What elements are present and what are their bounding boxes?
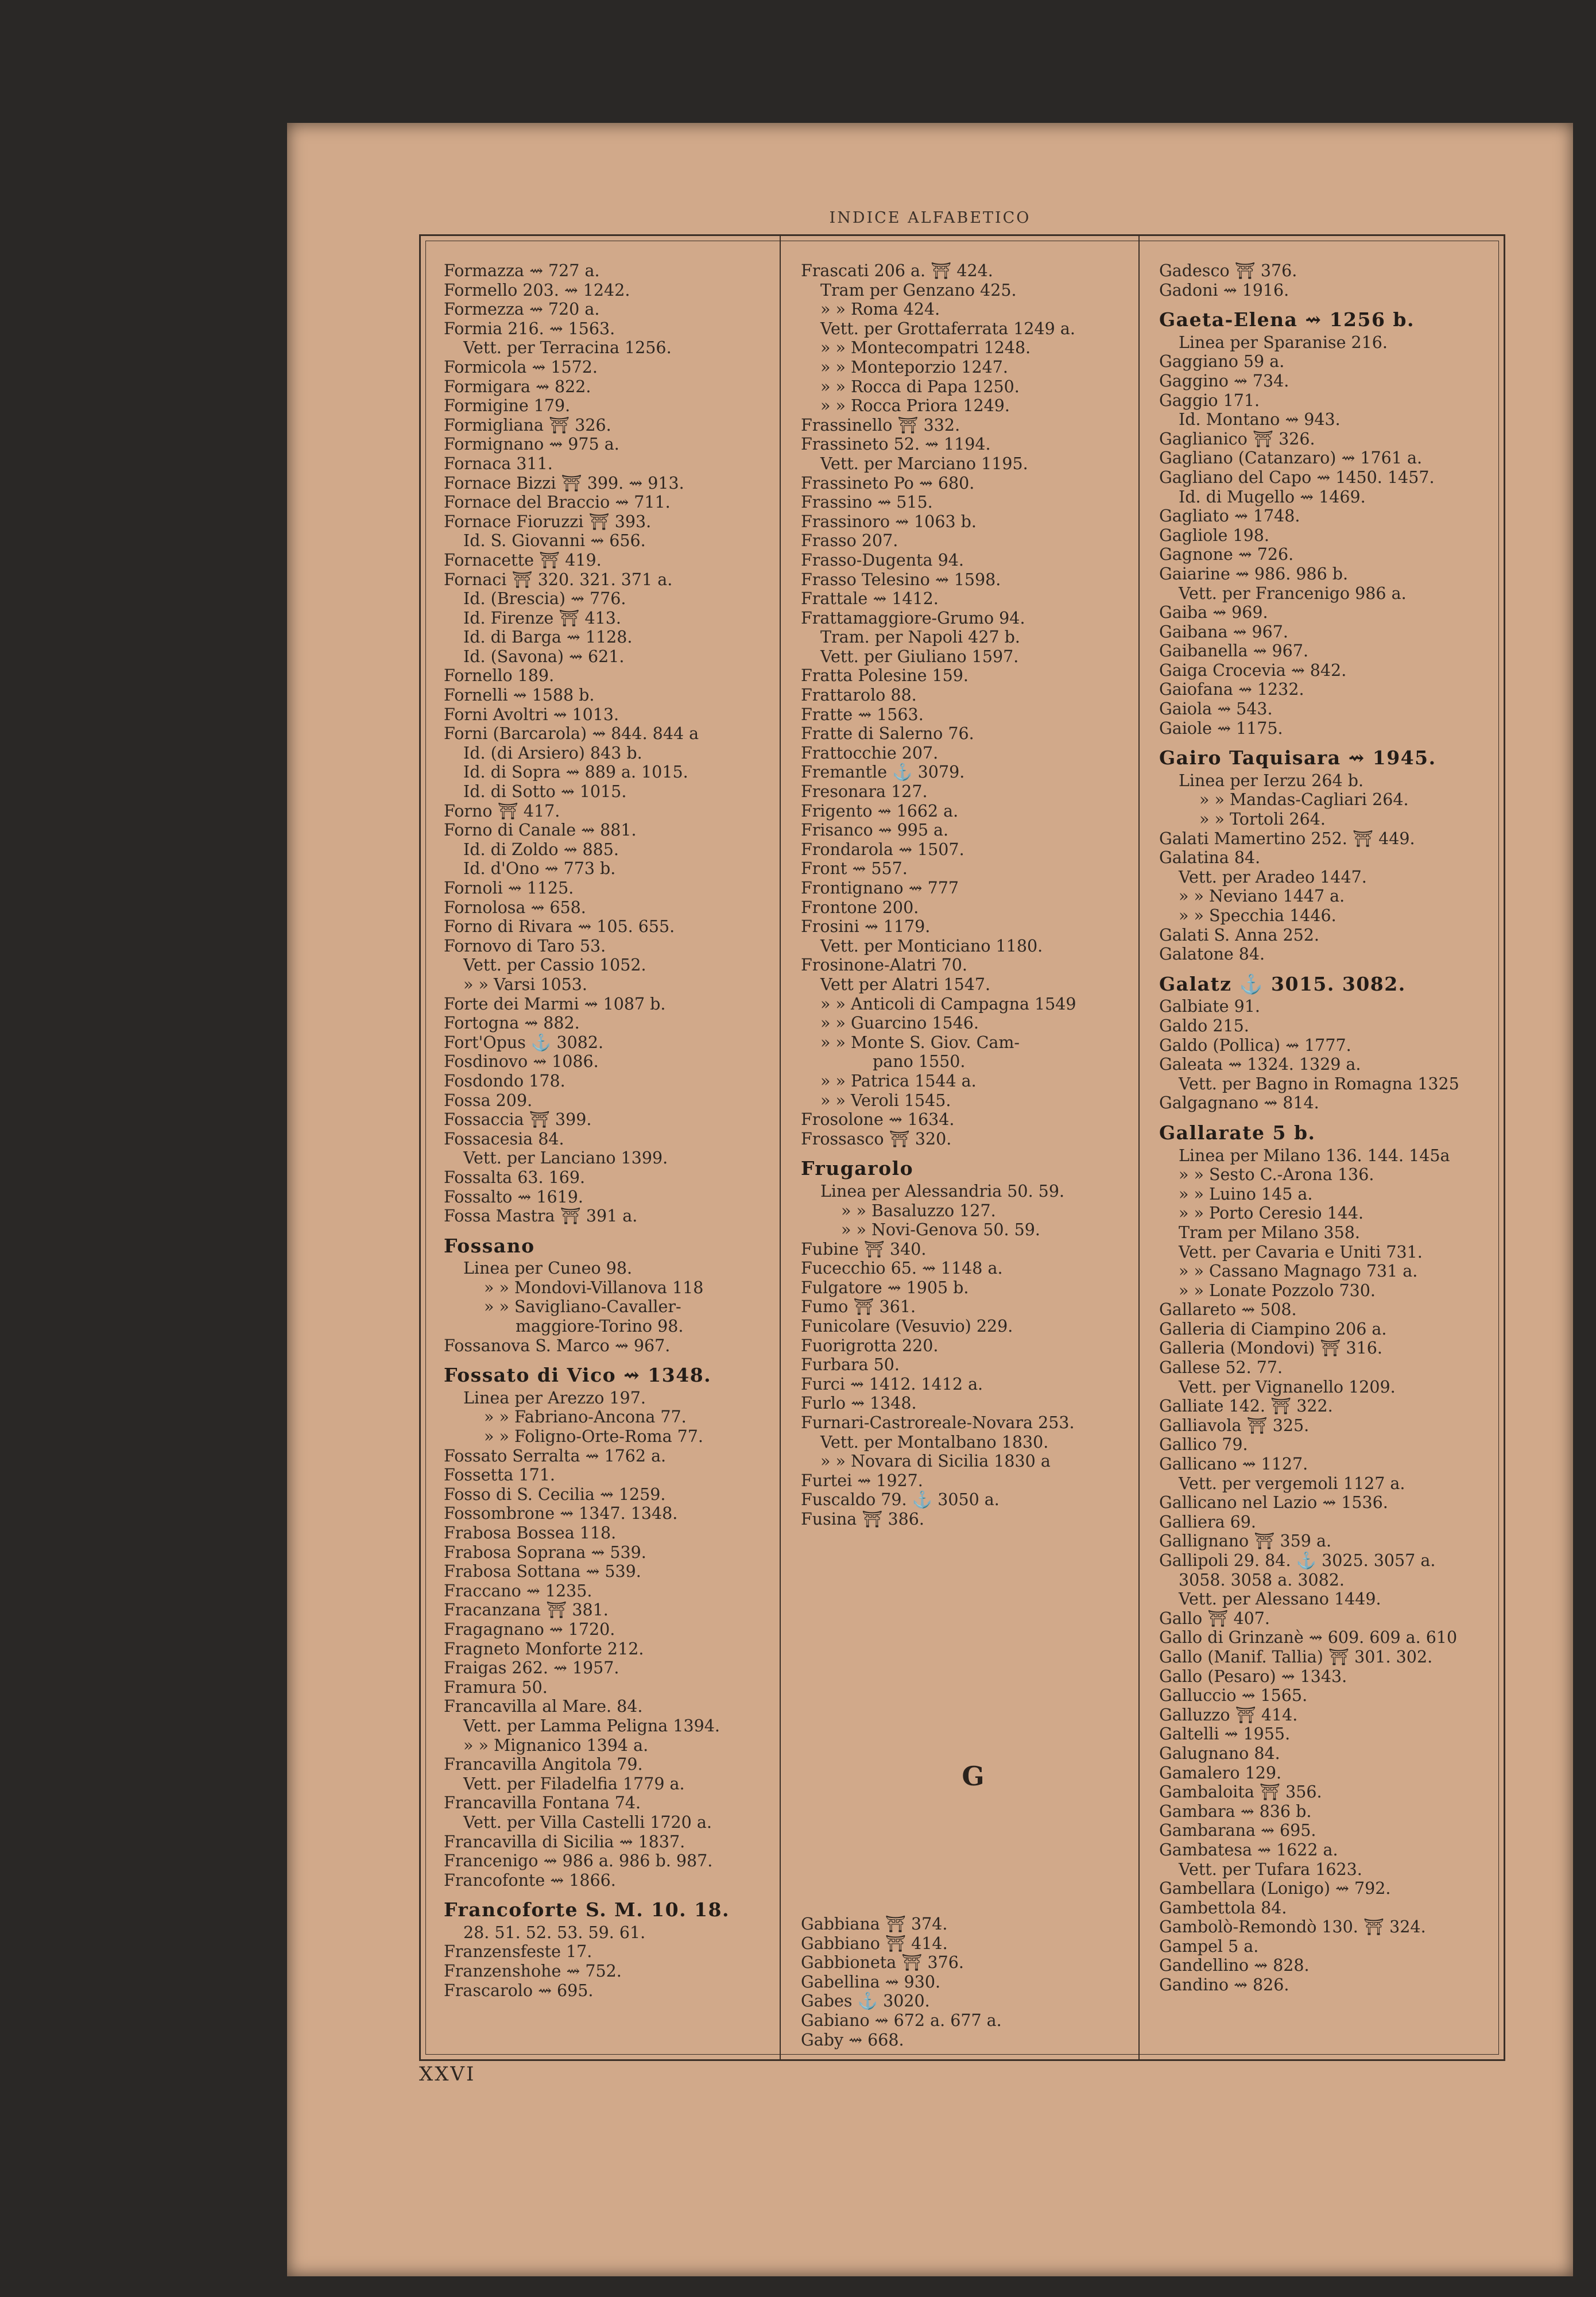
index-column-3 xyxy=(1159,261,1504,1995)
index-entry: maggiore-Torino 98. xyxy=(516,1317,684,1336)
index-entry: Galleria di Ciampino 206 a. xyxy=(1159,1319,1387,1339)
index-column-2 xyxy=(801,261,1145,1529)
index-entry: Id. di Sotto ⇝ 1015. xyxy=(463,782,627,802)
index-entry: Fragagnano ⇝ 1720. xyxy=(444,1619,615,1639)
index-entry: Gagliole 198. xyxy=(1159,525,1269,545)
index-entry: Gambolò-Remondò 130. ⛩ 324. xyxy=(1159,1917,1426,1937)
index-entry: Gaiofana ⇝ 1232. xyxy=(1159,680,1304,699)
index-entry: Id. di Zoldo ⇝ 885. xyxy=(463,840,619,859)
index-entry: Fornaci ⛩ 320. 321. 371 a. xyxy=(444,570,673,589)
index-entry: Furnari-Castroreale-Novara 253. xyxy=(801,1413,1075,1433)
index-entry: Galluzzo ⛩ 414. xyxy=(1159,1705,1298,1724)
index-entry: Gaby ⇝ 668. xyxy=(801,2030,904,2049)
index-entry: Fosso di S. Cecilia ⇝ 1259. xyxy=(444,1484,666,1504)
index-entry: Linea per Sparanise 216. xyxy=(1179,332,1388,352)
index-entry: Vett. per Monticiano 1180. xyxy=(820,936,1043,956)
index-entry: Gambellara (Lonigo) ⇝ 792. xyxy=(1159,1879,1391,1898)
index-entry: Gampel 5 a. xyxy=(1159,1936,1259,1956)
index-entry: Gallo ⛩ 407. xyxy=(1159,1608,1270,1628)
index-entry: Forno di Canale ⇝ 881. xyxy=(444,821,637,840)
index-entry: Frassinello ⛩ 332. xyxy=(801,415,960,435)
index-entry: Fortogna ⇝ 882. xyxy=(444,1014,580,1033)
index-entry: Formigara ⇝ 822. xyxy=(444,377,591,396)
index-entry: Funicolare (Vesuvio) 229. xyxy=(801,1317,1013,1336)
index-entry: Id. S. Giovanni ⇝ 656. xyxy=(463,531,646,551)
index-heading: Fossato di Vico ⇝ 1348. xyxy=(444,1364,712,1387)
index-entry: Frassinoro ⇝ 1063 b. xyxy=(801,512,977,531)
index-entry: » » Basaluzzo 127. xyxy=(841,1201,996,1220)
index-entry: Fossanova S. Marco ⇝ 967. xyxy=(444,1336,671,1355)
index-entry: Galluccio ⇝ 1565. xyxy=(1159,1686,1308,1706)
index-entry: Linea per Cuneo 98. xyxy=(463,1259,633,1278)
index-entry: Fuorigrotta 220. xyxy=(801,1336,939,1355)
index-entry: 3058. 3058 a. 3082. xyxy=(1179,1570,1345,1590)
index-entry: Frasso-Dugenta 94. xyxy=(801,550,964,570)
index-entry: Gallicano nel Lazio ⇝ 1536. xyxy=(1159,1493,1388,1513)
index-entry: Gaiga Crocevia ⇝ 842. xyxy=(1159,660,1347,680)
index-entry: Frascati 206 a. ⛩ 424. xyxy=(801,261,993,280)
index-entry: Francavilla Fontana 74. xyxy=(444,1793,641,1813)
index-entry: Frabosa Bossea 118. xyxy=(444,1523,617,1542)
index-entry: Fumo ⛩ 361. xyxy=(801,1297,916,1317)
index-entry: Vett. per Lamma Peligna 1394. xyxy=(463,1716,720,1735)
index-entry: Fornaca 311. xyxy=(444,454,553,473)
index-entry: » » Monteporzio 1247. xyxy=(820,357,1008,377)
index-entry: Gaiola ⇝ 543. xyxy=(1159,699,1273,719)
index-entry: Vett. per Grottaferrata 1249 a. xyxy=(820,319,1075,338)
index-entry: » » Rocca di Papa 1250. xyxy=(820,377,1020,396)
index-entry: » » Novara di Sicilia 1830 a xyxy=(820,1452,1051,1471)
index-entry: Galleria (Mondovi) ⛩ 316. xyxy=(1159,1339,1382,1358)
index-entry: Vett. per Francenigo 986 a. xyxy=(1179,583,1407,603)
index-entry: » » Specchia 1446. xyxy=(1179,906,1337,925)
index-entry: Fossacesia 84. xyxy=(444,1129,564,1148)
index-entry: Gallignano ⛩ 359 a. xyxy=(1159,1532,1332,1551)
index-entry: Vett. per Marciano 1195. xyxy=(820,454,1028,473)
index-entry: Fornacette ⛩ 419. xyxy=(444,550,602,570)
index-entry: Francavilla Angitola 79. xyxy=(444,1755,643,1774)
index-entry: Fossa 209. xyxy=(444,1091,533,1110)
index-entry: Vett. per Vignanello 1209. xyxy=(1179,1377,1396,1397)
index-heading: Francoforte S. M. 10. 18. xyxy=(444,1898,730,1921)
index-entry: Linea per Milano 136. 144. 145a xyxy=(1179,1146,1450,1165)
index-entry: Fornace del Braccio ⇝ 711. xyxy=(444,493,671,512)
index-entry: Frattocchie 207. xyxy=(801,743,939,763)
index-entry: » » Monte S. Giov. Cam- xyxy=(820,1033,1020,1052)
index-entry: Gambarana ⇝ 695. xyxy=(1159,1821,1316,1840)
index-entry: » » Foligno-Orte-Roma 77. xyxy=(484,1427,703,1447)
index-entry: Gallipoli 29. 84. ⚓ 3025. 3057 a. xyxy=(1159,1551,1436,1570)
index-entry: Fosdinovo ⇝ 1086. xyxy=(444,1052,599,1072)
index-heading: Frugarolo xyxy=(801,1157,914,1180)
index-entry: Frascarolo ⇝ 695. xyxy=(444,1981,594,2000)
index-entry: Francavilla al Mare. 84. xyxy=(444,1697,643,1716)
index-entry: Vett. per Villa Castelli 1720 a. xyxy=(463,1812,712,1832)
index-entry: Gaiba ⇝ 969. xyxy=(1159,603,1268,622)
index-entry: Fornoli ⇝ 1125. xyxy=(444,879,574,898)
section-letter: G xyxy=(962,1761,985,1792)
index-entry: 28. 51. 52. 53. 59. 61. xyxy=(463,1923,646,1942)
index-entry: » » Rocca Priora 1249. xyxy=(820,396,1010,416)
index-entry: Gaibanella ⇝ 967. xyxy=(1159,641,1309,661)
index-entry: Gadoni ⇝ 1916. xyxy=(1159,280,1289,300)
index-entry: Gabbiana ⛩ 374. xyxy=(801,1915,948,1933)
index-entry: Gaglianico ⛩ 326. xyxy=(1159,429,1315,448)
index-entry: Linea per Ierzu 264 b. xyxy=(1179,771,1364,790)
index-entry: Fornace Fioruzzi ⛩ 393. xyxy=(444,512,652,531)
index-entry: Id. di Barga ⇝ 1128. xyxy=(463,628,633,647)
index-entry: Frassineto Po ⇝ 680. xyxy=(801,473,975,493)
index-entry: Frisanco ⇝ 995 a. xyxy=(801,821,949,840)
index-entry: Fresonara 127. xyxy=(801,782,928,802)
index-entry: Frosini ⇝ 1179. xyxy=(801,917,931,937)
index-entry: Galliera 69. xyxy=(1159,1512,1256,1532)
index-entry: Frondarola ⇝ 1507. xyxy=(801,840,964,859)
index-entry: » » Anticoli di Campagna 1549 xyxy=(820,994,1076,1014)
index-entry: Vett. per Tufara 1623. xyxy=(1179,1859,1362,1879)
index-entry: Frabosa Sottana ⇝ 539. xyxy=(444,1562,641,1581)
index-entry: Formigliana ⛩ 326. xyxy=(444,415,611,435)
index-entry: Gandellino ⇝ 828. xyxy=(1159,1956,1310,1975)
index-entry: Fornovo di Taro 53. xyxy=(444,936,606,956)
index-entry: Frassino ⇝ 515. xyxy=(801,493,933,512)
page-header: INDICE ALFABETICO xyxy=(829,209,1031,227)
index-entry: Id. (Brescia) ⇝ 776. xyxy=(463,589,626,609)
index-entry: Formigine 179. xyxy=(444,396,571,416)
index-entry: Galliavola ⛩ 325. xyxy=(1159,1416,1310,1435)
index-entry: Gaibana ⇝ 967. xyxy=(1159,622,1288,641)
index-entry: Furbara 50. xyxy=(801,1355,900,1375)
index-entry: Gaiarine ⇝ 986. 986 b. xyxy=(1159,564,1349,583)
index-entry: Forno ⛩ 417. xyxy=(444,801,560,821)
index-entry: » » Tortoli 264. xyxy=(1199,810,1326,829)
index-entry: Tram per Milano 358. xyxy=(1179,1223,1360,1242)
index-frame xyxy=(419,234,1505,2061)
index-entry: Vett. per Alessano 1449. xyxy=(1179,1590,1381,1609)
index-entry: » » Roma 424. xyxy=(820,300,940,319)
index-entry: Gabbioneta ⛩ 376. xyxy=(801,1953,964,1973)
index-entry: Gallico 79. xyxy=(1159,1435,1248,1455)
index-heading: Fossano xyxy=(444,1234,535,1257)
index-heading: Gaeta-Elena ⇝ 1256 b. xyxy=(1159,308,1415,331)
index-entry: Framura 50. xyxy=(444,1677,548,1697)
page xyxy=(287,123,1573,2276)
index-entry: Formello 203. ⇝ 1242. xyxy=(444,280,630,300)
index-entry: » » Luino 145 a. xyxy=(1179,1184,1313,1204)
index-entry: Francenigo ⇝ 986 a. 986 b. 987. xyxy=(444,1851,713,1871)
index-entry: Gagliato ⇝ 1748. xyxy=(1159,506,1300,526)
index-entry: Galliate 142. ⛩ 322. xyxy=(1159,1397,1333,1416)
index-entry: Fremantle ⚓ 3079. xyxy=(801,763,965,782)
index-entry: Linea per Arezzo 197. xyxy=(463,1388,646,1407)
index-entry: Fossetta 171. xyxy=(444,1465,555,1485)
index-entry: » » Novi-Genova 50. 59. xyxy=(841,1220,1040,1240)
index-entry: Galgagnano ⇝ 814. xyxy=(1159,1093,1319,1113)
index-entry: Gaggio 171. xyxy=(1159,390,1260,410)
index-entry: Formezza ⇝ 720 a. xyxy=(444,300,600,319)
index-entry: » » Montecompatri 1248. xyxy=(820,338,1031,358)
index-entry: Frabosa Soprana ⇝ 539. xyxy=(444,1542,646,1562)
index-entry: Gagliano (Catanzaro) ⇝ 1761 a. xyxy=(1159,448,1423,468)
index-entry: Fossaccia ⛩ 399. xyxy=(444,1110,592,1130)
index-entry: Fratta Polesine 159. xyxy=(801,666,969,686)
index-entry: Id. Montano ⇝ 943. xyxy=(1179,410,1341,430)
index-entry: Fornace Bizzi ⛩ 399. ⇝ 913. xyxy=(444,473,684,493)
index-entry: » » Mignanico 1394 a. xyxy=(463,1735,649,1755)
index-entry: Tram per Genzano 425. xyxy=(820,280,1017,300)
index-entry: Gabiano ⇝ 672 a. 677 a. xyxy=(801,2010,1002,2030)
index-entry: pano 1550. xyxy=(873,1052,966,1072)
index-entry: Fulgatore ⇝ 1905 b. xyxy=(801,1278,969,1297)
page-number: XXVI xyxy=(419,2063,476,2086)
index-entry: » » Guarcino 1546. xyxy=(820,1014,979,1033)
index-entry: Galati S. Anna 252. xyxy=(1159,925,1319,945)
index-entry: Fossa Mastra ⛩ 391 a. xyxy=(444,1206,638,1226)
index-entry: Vett. per Giuliano 1597. xyxy=(820,647,1019,666)
index-entry: Vett. per Cassio 1052. xyxy=(463,956,646,975)
index-entry: Furlo ⇝ 1348. xyxy=(801,1394,917,1413)
index-entry: Galatina 84. xyxy=(1159,848,1261,868)
index-entry: Formicola ⇝ 1572. xyxy=(444,357,598,377)
index-entry: Gabellina ⇝ 930. xyxy=(801,1972,941,1991)
index-entry: Fossalta 63. 169. xyxy=(444,1167,586,1187)
index-entry: Gaiole ⇝ 1175. xyxy=(1159,718,1283,738)
index-entry: Front ⇝ 557. xyxy=(801,859,908,879)
index-entry: Vett. per Terracina 1256. xyxy=(463,338,672,358)
index-entry: Fossato Serralta ⇝ 1762 a. xyxy=(444,1446,667,1465)
index-entry: Fraigas 262. ⇝ 1957. xyxy=(444,1658,619,1678)
index-entry: Gabbiano ⛩ 414. xyxy=(801,1933,948,1953)
index-entry: Frasso Telesino ⇝ 1598. xyxy=(801,570,1001,589)
index-entry: Gambaloita ⛩ 356. xyxy=(1159,1782,1322,1802)
index-entry: Fosdondo 178. xyxy=(444,1071,565,1091)
index-entry: Gallo (Pesaro) ⇝ 1343. xyxy=(1159,1666,1347,1686)
index-entry: Vett. per Cavaria e Uniti 731. xyxy=(1179,1242,1423,1262)
index-entry: Vett per Alatri 1547. xyxy=(820,975,991,994)
index-entry: Fossalto ⇝ 1619. xyxy=(444,1187,583,1206)
index-entry: » » Neviano 1447 a. xyxy=(1179,887,1345,906)
index-entry: Forte dei Marmi ⇝ 1087 b. xyxy=(444,994,666,1014)
index-entry: » » Varsi 1053. xyxy=(463,975,587,994)
index-entry: Gallicano ⇝ 1127. xyxy=(1159,1455,1308,1474)
index-entry: » » Cassano Magnago 731 a. xyxy=(1179,1262,1418,1281)
index-entry: Tram. per Napoli 427 b. xyxy=(820,628,1020,647)
index-entry: » » Sesto C.-Arona 136. xyxy=(1179,1165,1374,1185)
index-entry: Galtelli ⇝ 1955. xyxy=(1159,1724,1291,1744)
index-entry: Gaggiano 59 a. xyxy=(1159,352,1285,372)
index-entry: Gabes ⚓ 3020. xyxy=(801,1991,930,2011)
index-entry: Franzenshohe ⇝ 752. xyxy=(444,1962,622,1981)
index-entry: Francofonte ⇝ 1866. xyxy=(444,1870,616,1890)
index-entry: » » Lonate Pozzolo 730. xyxy=(1179,1281,1376,1300)
index-entry: Id. d'Ono ⇝ 773 b. xyxy=(463,859,616,879)
index-entry: Galdo 215. xyxy=(1159,1016,1249,1035)
index-heading: Gallarate 5 b. xyxy=(1159,1121,1316,1144)
index-entry: Gagnone ⇝ 726. xyxy=(1159,545,1294,564)
index-entry: Gaggino ⇝ 734. xyxy=(1159,371,1289,390)
index-entry: Fossombrone ⇝ 1347. 1348. xyxy=(444,1504,678,1523)
index-entry: » » Savigliano-Cavaller- xyxy=(484,1297,681,1317)
index-entry: Fracanzana ⛩ 381. xyxy=(444,1600,609,1620)
index-entry: Gambatesa ⇝ 1622 a. xyxy=(1159,1840,1338,1859)
index-entry: Francavilla di Sicilia ⇝ 1837. xyxy=(444,1832,685,1851)
index-entry: Galbiate 91. xyxy=(1159,997,1260,1016)
index-entry: Fornelli ⇝ 1588 b. xyxy=(444,686,595,705)
index-entry: Gambettola 84. xyxy=(1159,1898,1287,1917)
index-entry: Galati Mamertino 252. ⛩ 449. xyxy=(1159,829,1415,848)
index-entry: Frossasco ⛩ 320. xyxy=(801,1129,952,1148)
index-entry: Vett. per Bagno in Romagna 1325 xyxy=(1179,1074,1459,1093)
index-entry: Gamalero 129. xyxy=(1159,1763,1282,1782)
index-entry: Franzensfeste 17. xyxy=(444,1942,592,1962)
index-entry: » » Veroli 1545. xyxy=(820,1091,951,1110)
index-entry: Gadesco ⛩ 376. xyxy=(1159,261,1297,280)
index-entry: Gagliano del Capo ⇝ 1450. 1457. xyxy=(1159,467,1435,487)
index-entry: Fratte di Salerno 76. xyxy=(801,724,974,744)
index-entry: Galeata ⇝ 1324. 1329 a. xyxy=(1159,1055,1361,1074)
index-entry: Frontone 200. xyxy=(801,898,919,917)
index-entry: Linea per Alessandria 50. 59. xyxy=(820,1181,1065,1201)
index-entry: Id. (di Arsiero) 843 b. xyxy=(463,743,642,763)
index-entry: Frigento ⇝ 1662 a. xyxy=(801,801,959,821)
index-entry: Fubine ⛩ 340. xyxy=(801,1239,927,1259)
index-entry: Frontignano ⇝ 777 xyxy=(801,879,959,898)
index-entry: Fort'Opus ⚓ 3082. xyxy=(444,1033,604,1052)
index-heading: Gairo Taquisara ⇝ 1945. xyxy=(1159,747,1436,769)
index-entry: Gallese 52. 77. xyxy=(1159,1358,1283,1378)
index-entry: Gallo di Grinzanè ⇝ 609. 609 a. 610 xyxy=(1159,1628,1458,1648)
index-entry: » » Patrica 1544 a. xyxy=(820,1071,977,1091)
index-entry: Gallareto ⇝ 508. xyxy=(1159,1300,1297,1320)
index-entry: Vett. per Aradeo 1447. xyxy=(1179,867,1367,887)
index-entry: Galatone 84. xyxy=(1159,945,1265,964)
index-entry: Frosolone ⇝ 1634. xyxy=(801,1110,955,1130)
index-entry: Galdo (Pollica) ⇝ 1777. xyxy=(1159,1035,1351,1055)
index-entry: Fucecchio 65. ⇝ 1148 a. xyxy=(801,1259,1003,1278)
index-entry: Forni Avoltri ⇝ 1013. xyxy=(444,705,619,724)
index-entry: Fusina ⛩ 386. xyxy=(801,1510,924,1529)
index-entry: Fornolosa ⇝ 658. xyxy=(444,898,586,917)
index-entry: Fratte ⇝ 1563. xyxy=(801,705,924,724)
index-entry: Formazza ⇝ 727 a. xyxy=(444,261,600,280)
index-entry: Vett. per Lanciano 1399. xyxy=(463,1148,668,1168)
index-entry: Fragneto Monforte 212. xyxy=(444,1639,644,1658)
index-entry: Frattale ⇝ 1412. xyxy=(801,589,939,609)
index-entry: Forni (Barcarola) ⇝ 844. 844 a xyxy=(444,724,699,744)
index-entry: Gambara ⇝ 836 b. xyxy=(1159,1801,1312,1821)
index-entry: Frasso 207. xyxy=(801,531,898,551)
index-heading: Galatz ⚓ 3015. 3082. xyxy=(1159,972,1406,995)
index-entry: » » Mondovi-Villanova 118 xyxy=(484,1278,704,1297)
index-entry: Id. di Sopra ⇝ 889 a. 1015. xyxy=(463,763,688,782)
index-entry: Vett. per Filadelfia 1779 a. xyxy=(463,1774,685,1793)
index-entry: Furtei ⇝ 1927. xyxy=(801,1471,923,1490)
index-entry: Frosinone-Alatri 70. xyxy=(801,956,967,975)
index-entry: Frattarolo 88. xyxy=(801,686,917,705)
index-column-1 xyxy=(444,261,788,2000)
index-entry: Galugnano 84. xyxy=(1159,1743,1280,1763)
index-entry: Gandino ⇝ 826. xyxy=(1159,1975,1289,1995)
g-entries-column xyxy=(801,1915,1145,2049)
index-entry: Vett. per Montalbano 1830. xyxy=(820,1432,1049,1452)
index-entry: Vett. per vergemoli 1127 a. xyxy=(1179,1474,1405,1493)
index-entry: » » Porto Ceresio 144. xyxy=(1179,1204,1364,1223)
index-entry: Frattamaggiore-Grumo 94. xyxy=(801,608,1025,628)
index-entry: » » Fabriano-Ancona 77. xyxy=(484,1407,687,1427)
index-entry: Fornello 189. xyxy=(444,666,555,686)
index-entry: Formignano ⇝ 975 a. xyxy=(444,435,619,454)
index-entry: Fuscaldo 79. ⚓ 3050 a. xyxy=(801,1490,1000,1510)
index-entry: Furci ⇝ 1412. 1412 a. xyxy=(801,1374,983,1394)
index-entry: Id. di Mugello ⇝ 1469. xyxy=(1179,487,1366,506)
index-entry: Gallo (Manif. Tallia) ⛩ 301. 302. xyxy=(1159,1647,1433,1666)
index-entry: Formia 216. ⇝ 1563. xyxy=(444,319,615,338)
index-entry: Id. (Savona) ⇝ 621. xyxy=(463,647,625,666)
index-entry: » » Mandas-Cagliari 264. xyxy=(1199,790,1409,810)
index-entry: Frassineto 52. ⇝ 1194. xyxy=(801,435,991,454)
index-entry: Fraccano ⇝ 1235. xyxy=(444,1581,592,1600)
index-entry: Id. Firenze ⛩ 413. xyxy=(463,608,621,628)
index-entry: Forno di Rivara ⇝ 105. 655. xyxy=(444,917,675,937)
